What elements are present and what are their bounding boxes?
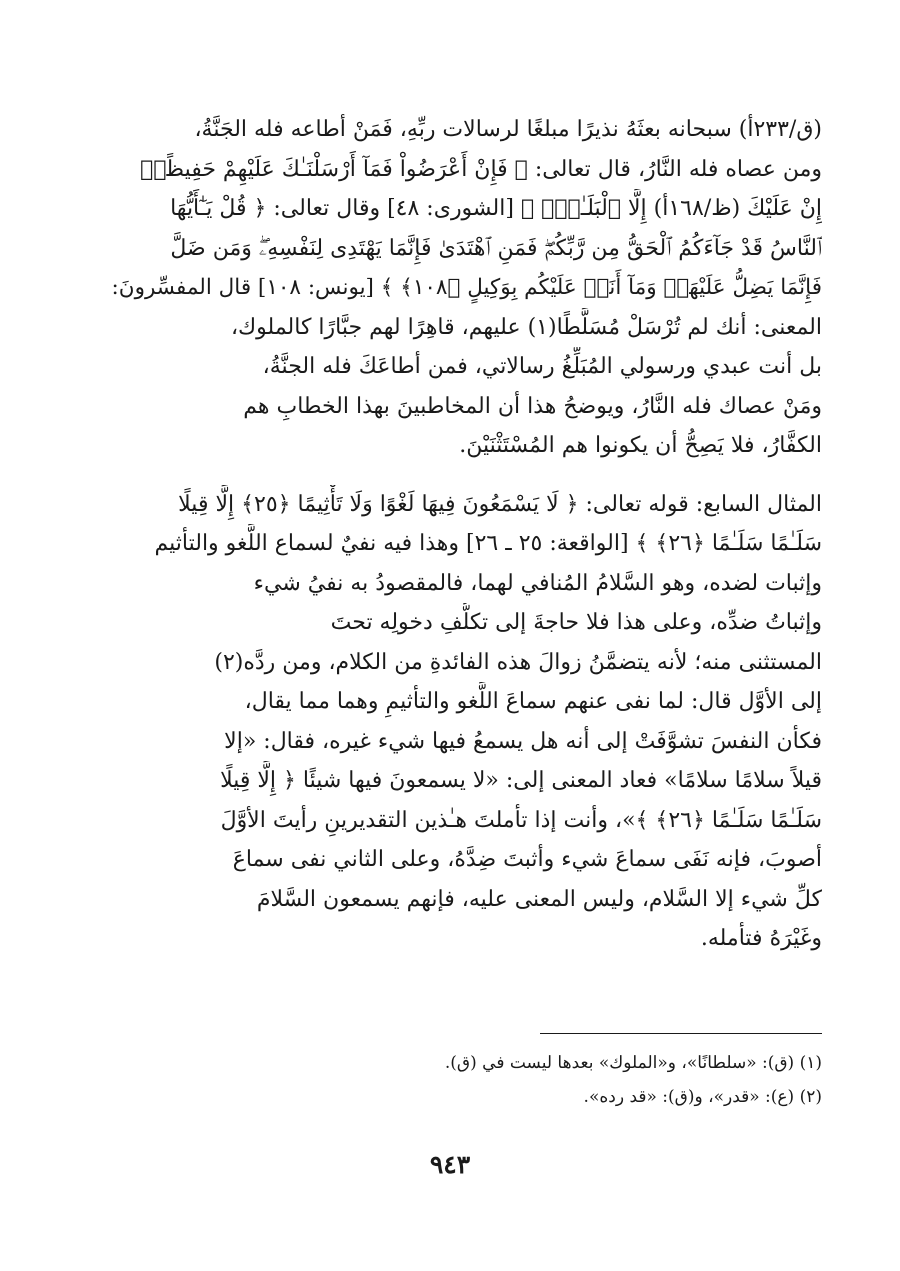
text-line: قيلاً سلامًا سلامًا» فعاد المعنى إلى: «لا يسمعونَ فيها شيئًا ﴿ إِلَّا قِيلًا xyxy=(220,768,822,793)
text-line: المستثنى منه؛ لأنه يتضمَّنُ زوالَ هذه الفائدةِ من الكلام، ومن ردَّه(٢) xyxy=(214,649,822,675)
text-line: سَلَـٰمًا سَلَـٰمًا ﴿٢٦﴾ ﴾ [الواقعة: ٢٥ ـ ٢٦] وهذا فيه نفيٌ لسماع اللَّغو والتأثيم xyxy=(154,531,822,556)
paragraph xyxy=(100,110,822,466)
text-line: بل أنت عبدي ورسولي المُبَلِّغُ رسالاتي، فمن أطاعَكَ فله الجنَّةُ، xyxy=(262,354,822,379)
footnote: (٢) (ع): «قدر»، و(ق): «قد رده». xyxy=(583,1087,822,1107)
text-line: وإثباتُ ضدِّه، وعلى هذا فلا حاجةَ إلى تكلُّفِ دخولِه تحتَ xyxy=(330,610,822,635)
page-number: ٩٤٣ xyxy=(429,1150,471,1179)
text-line: فكأن النفسَ تشوَّفَتْ إلى أنه هل يسمعُ فيها شيء غيره، فقال: «إلا xyxy=(224,728,822,754)
text-line: ومَنْ عصاك فله النَّارُ، ويوضحُ هذا أن المخاطبينَ بهذا الخطابِ هم xyxy=(243,393,822,419)
paragraph-gap xyxy=(100,466,822,485)
footnotes xyxy=(100,1046,822,1114)
text-line: المثال السابع: قوله تعالى: ﴿ لَا يَسْمَعُونَ فِيهَا لَغْوًا وَلَا تَأْثِيمًا ﴿٢٥﴾ إِلَّا قِيلًا xyxy=(178,491,822,517)
text-line: الكفَّارُ، فلا يَصِحُّ أن يكونوا هم المُسْتَثْنَيْنَ. xyxy=(459,433,822,458)
text-line: سَلَـٰمًا سَلَـٰمًا ﴿٢٦﴾ ﴾»، وأنت إذا تأملتَ هـٰذين التقديرينِ رأيتَ الأوَّلَ xyxy=(220,807,822,833)
text-line: (ق/٢٣٣أ) سبحانه بعثَهُ نذيرًا مبلغًا لرسالات ربِّهِ، فَمَنْ أطاعه فله الجَنَّةُ، xyxy=(194,117,822,142)
main-text xyxy=(100,110,822,959)
text-line: أصوبَ، فإنه نَفَى سماعَ شيء وأثبتَ ضِدَّهُ، وعلى الثاني نفى سماعَ xyxy=(232,847,822,872)
paragraph xyxy=(100,485,822,959)
text-line: إِنْ عَلَيْكَ (ظ/١٦٨أ) إِلَّا ٱلْبَلَـٰغُۗ ﴾ [الشورى: ٤٨] وقال تعالى: ﴿ قُلْ يَـٰٓأَيُّهَا xyxy=(170,196,822,221)
text-line: إلى الأوَّل قال: لما نفى عنهم سماعَ اللَّغو والتأثيمِ وهما مما يقال، xyxy=(244,689,822,714)
text-line: المعنى: أنك لم تُرْسَلْ مُسَلَّطًا(١) عليهم، قاهِرًا لهم جبَّارًا كالملوك، xyxy=(230,314,822,340)
text-line: وإثبات لضده، وهو السَّلامُ المُنافي لهما، فالمقصودُ به نفيُ شيء xyxy=(253,570,822,596)
text-line: ٱلنَّاسُ قَدْ جَآءَكُمُ ٱلْحَقُّ مِن رَّبِّكُمْۖ فَمَنِ ٱهْتَدَىٰ فَإِنَّمَا يَهْتَدِى لِنَفْسِهِۦۖ وَمَن ضَلَّ xyxy=(170,235,822,261)
text-line: ومن عصاه فله النَّارُ، قال تعالى: ﴿ فَإِنْ أَعْرَضُواْ فَمَآ أَرْسَلْنَـٰكَ عَلَيْهِمْ حَفِيظًاۖ xyxy=(140,156,822,182)
footnote-separator xyxy=(540,1033,822,1034)
text-line: فَإِنَّمَا يَضِلُّ عَلَيْهَاۖ وَمَآ أَنَا۠ عَلَيْكُم بِوَكِيلٍ ﴿١٠٨﴾ ﴾ [يونس: ١٠٨] قال المفسِّرونَ: xyxy=(111,275,822,300)
footnote: (١) (ق): «سلطانًا»، و«الملوك» بعدها ليست في (ق). xyxy=(444,1053,822,1073)
text-line: وغَيْرَهُ فتأمله. xyxy=(700,926,822,951)
text-line: كلِّ شيء إلا السَّلام، وليس المعنى عليه، فإنهم يسمعون السَّلامَ xyxy=(256,886,822,912)
